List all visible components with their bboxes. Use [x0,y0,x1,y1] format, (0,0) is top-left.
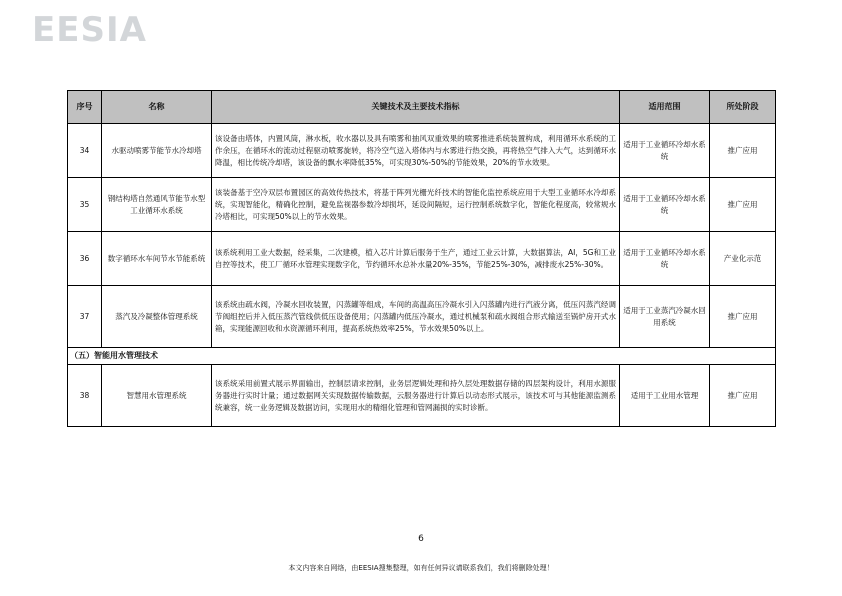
row-no: 38 [68,365,102,427]
row-tech: 该系统采用前置式展示界面输出，控制层请求控制，业务层逻辑处理和持久层处理数据存储的四层架构设计，利用水源服务器进行实时计量；通过数据网关实现数据传输数据，云服务器进行计算后以动态形式展示，该技术可与其他能源监测系统兼容，统一业务逻辑及数据访问，实现用水的精细化管理和管网漏损的实时诊断。 [212,365,620,427]
header-scope: 适用范围 [620,91,710,124]
row-stage: 推广应用 [710,365,776,427]
header-no: 序号 [68,91,102,124]
row-name: 钢结构塔自然通风节能节水型工业循环水系统 [102,178,212,232]
table-row [68,124,776,178]
section-title: （五）智能用水管理技术 [68,348,776,365]
section-row [68,348,776,365]
row-no: 35 [68,178,102,232]
row-scope: 适用于工业蒸汽冷凝水回用系统 [620,286,710,348]
table-row [68,178,776,232]
row-scope: 适用于工业循环冷却水系统 [620,124,710,178]
row-scope: 适用于工业循环冷却水系统 [620,232,710,286]
header-stage: 所处阶段 [710,91,776,124]
row-stage: 产业化示范 [710,232,776,286]
table-row [68,232,776,286]
technology-table [67,90,776,427]
table-row [68,365,776,427]
eesia-logo: EESIA [32,10,147,50]
page-number: 6 [418,534,424,544]
header-name: 名称 [102,91,212,124]
row-tech: 该系统利用工业大数据，经采集，二次建模，植入芯片计算后服务于生产，通过工业云计算，大数据算法，AI，5G和工业自控等技术，使工厂循环水管理实现数字化，节约循环水总补水量20%-35%，节能25%-30%，减排废水25%-30%。 [212,232,620,286]
row-stage: 推广应用 [710,286,776,348]
row-scope: 适用于工业循环冷却水系统 [620,178,710,232]
row-name: 数字循环水车间节水节能系统 [102,232,212,286]
row-name: 蒸汽及冷凝整体管理系统 [102,286,212,348]
table-row [68,286,776,348]
header-tech: 关键技术及主要技术指标 [212,91,620,124]
row-name: 智慧用水管理系统 [102,365,212,427]
table-header-row [68,91,776,124]
row-no: 34 [68,124,102,178]
row-no: 37 [68,286,102,348]
footer-disclaimer: 本文内容来自网络，由EESIA搜集整理，如有任何异议请联系我们，我们将删除处理！ [288,564,554,572]
row-scope: 适用于工业用水管理 [620,365,710,427]
row-tech: 该系统由疏水阀，冷凝水回收装置，闪蒸罐等组成，车间的高温高压冷凝水引入闪蒸罐内进行汽液分离，低压闪蒸汽经调节阀组控后并入低压蒸汽管线供低压设备使用；闪蒸罐内低压冷凝水，通过机械泵和疏水阀组合形式输送至锅炉房开式水箱，实现能源回收和水资源循环利用，提高系统热效率25%，节水效果50%以上。 [212,286,620,348]
row-no: 36 [68,232,102,286]
row-name: 水驱动喷雾节能节水冷却塔 [102,124,212,178]
row-stage: 推广应用 [710,178,776,232]
row-tech: 该设备由塔体，内置风筒，淋水板，收水器以及具有喷雾和抽风双重效果的喷雾推进系统装置构成，利用循环水系统的工作余压，在循环水的流动过程驱动喷雾旋转，将冷空气送入塔体内与水雾进行热交换，再将热空气排入大气，达到循环水降温，相比传统冷却塔，该设备的飘水率降低35%，可实现30%-50%的节能效果，20%的节水效果。 [212,124,620,178]
row-stage: 推广应用 [710,124,776,178]
row-tech: 该装备基于空冷双层布置园区的高效传热技术，将基于阵列光栅光纤技术的智能化监控系统应用于大型工业循环水冷却系统，实现智能化，精确化控制，避免监视器参数冷却损坏，延设间隔短，运行控制系统数字化，智能化程度高，较常规水冷塔相比，可实现50%以上的节水效果。 [212,178,620,232]
